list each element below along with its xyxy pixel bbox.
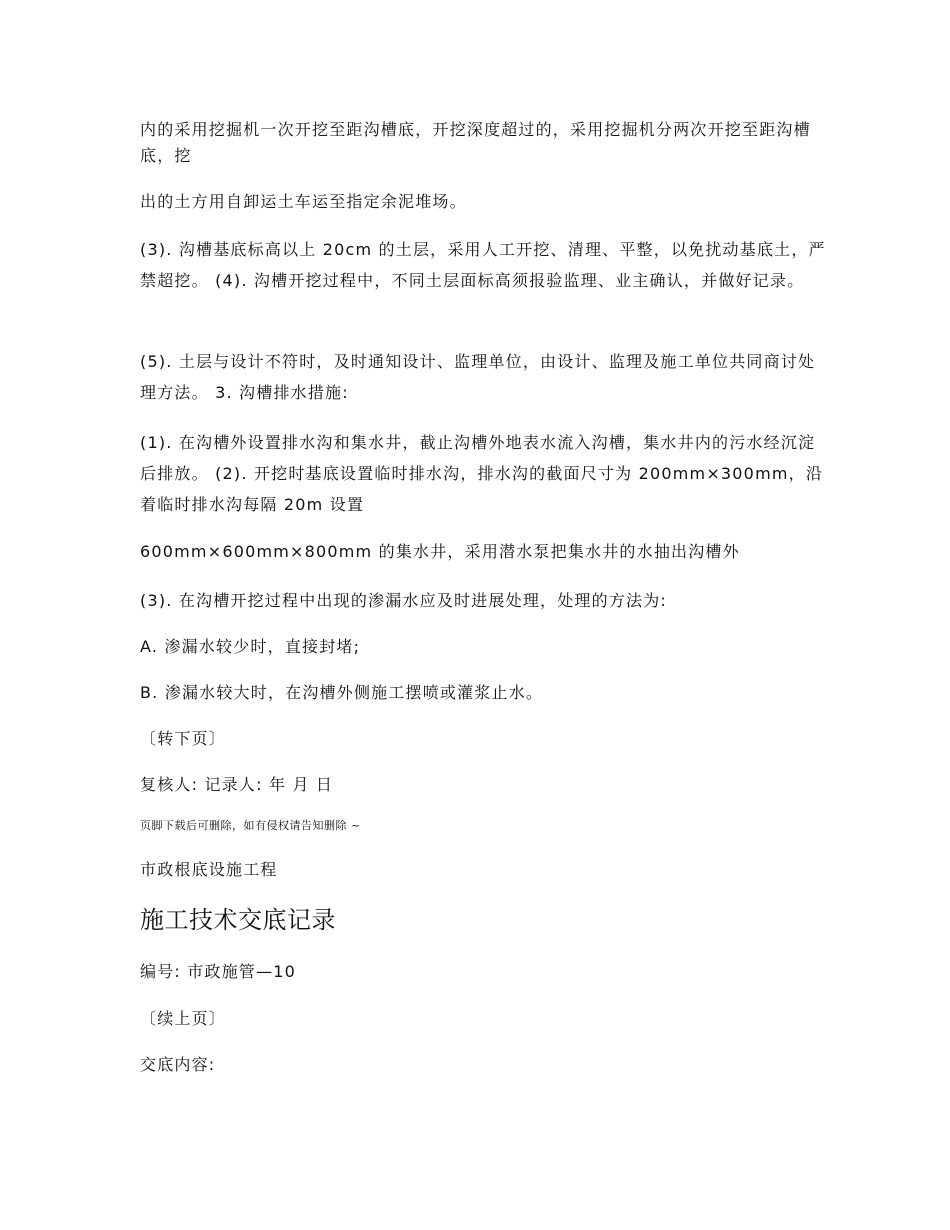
document-page (140, 0, 830, 1230)
paragraph-drainage-ditch: (1). 在沟槽外设置排水沟和集水井，截止沟槽外地表水流入沟槽，集水井内的污水经沉淀后排放。 (2). 开挖时基底设置临时排水沟，排水沟的截面尺寸为 200mm×300mm，沿着临时排水沟每隔 20m 设置 (140, 433, 824, 514)
document-title: 施工技术交底记录 (140, 906, 336, 934)
paragraph-sump-pit: 600mm×600mm×800mm 的集水井，采用潜水泵把集水井的水抽出沟槽外 (140, 542, 740, 561)
project-name: 市政根底设施工程 (140, 860, 278, 879)
paragraph-excavation: 内的采用挖掘机一次开挖至距沟槽底，开挖深度超过的，采用挖掘机分两次开挖至距沟槽底，挖 (140, 120, 811, 165)
continued-from-previous: 〔续上页〕 (140, 1009, 227, 1028)
document-code: 编号: 市政施管—10 (140, 962, 297, 981)
content-label: 交底内容: (140, 1055, 216, 1074)
paragraph-soil-mismatch: (5). 土层与设计不符时，及时通知设计、监理单位，由设计、监理及施工单位共同商讨处理方法。 3. 沟槽排水措施: (140, 352, 816, 402)
footer-note: 页脚下载后可删除，如有侵权请告知删除 ~ (140, 819, 361, 832)
paragraph-signatures: 复核人: 记录人: 年 月 日 (140, 775, 334, 794)
paragraph-seepage-small: A. 渗漏水较少时，直接封堵; (140, 637, 361, 656)
paragraph-seepage: (3). 在沟槽开挖过程中出现的渗漏水应及时进展处理，处理的方法为: (140, 591, 668, 610)
paragraph-seepage-large: B. 渗漏水较大时，在沟槽外侧施工摆喷或灌浆止水。 (140, 683, 544, 702)
paragraph-continued-next: 〔转下页〕 (140, 729, 227, 748)
paragraph-earthwork-transport: 出的土方用自卸运土车运至指定余泥堆场。 (140, 192, 467, 211)
paragraph-manual-excavation: (3). 沟槽基底标高以上 20cm 的土层，采用人工开挖、清理、平整，以免扰动基底土，严禁超挖。 (4). 沟槽开挖过程中，不同土层面标高须报验监理、业主确认，并做好记录。 (140, 240, 826, 290)
